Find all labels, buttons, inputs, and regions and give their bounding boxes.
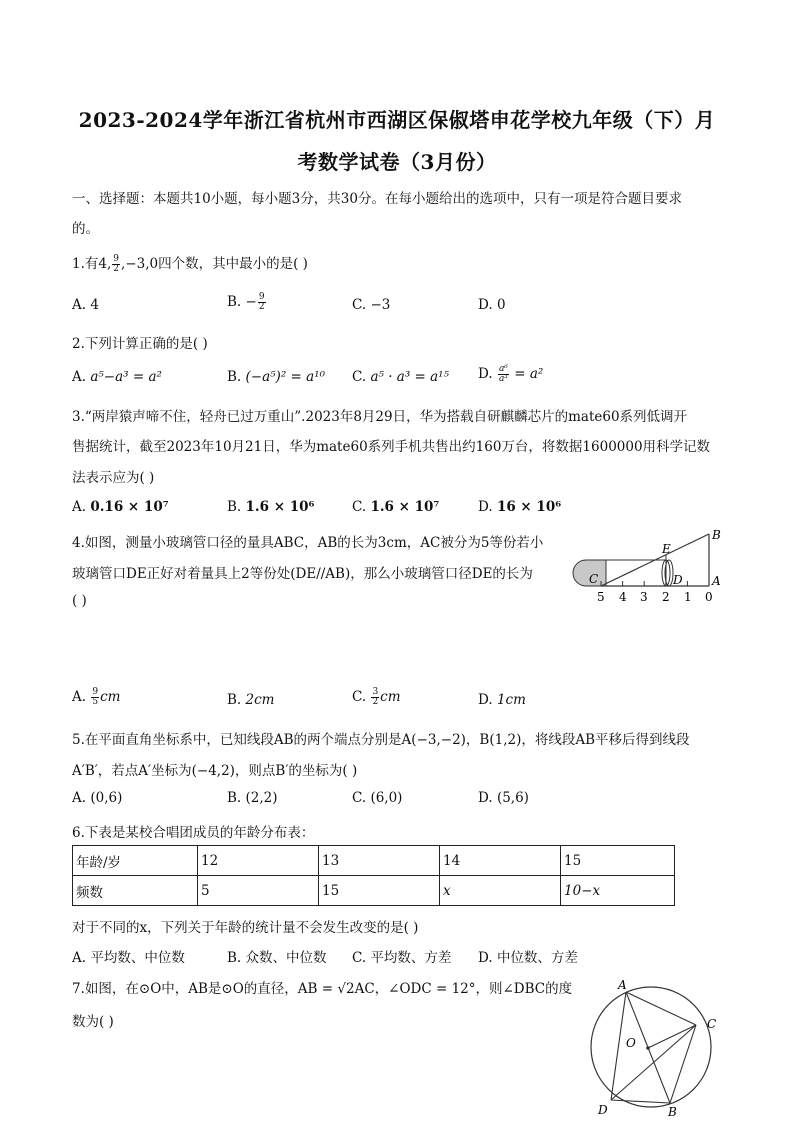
q1-option-d[interactable]: D. 0 <box>478 297 506 313</box>
q2-option-a[interactable]: A. a⁵−a³ = a² <box>72 369 162 385</box>
q3-option-d[interactable]: D. 16 × 10⁶ <box>478 499 562 515</box>
q2-stem: 2.下列计算正确的是( ) <box>72 336 208 352</box>
exam-title-line1: 2023-2024学年浙江省杭州市西湖区保俶塔申花学校九年级（下）月 <box>78 108 716 132</box>
tick-label-3: 3 <box>640 590 648 604</box>
section1-instructions: 一、选择题：本题共10小题，每小题3分，共30分。在每小题给出的选项中，只有一项是符合题目要求 <box>72 191 682 207</box>
table-row <box>73 846 675 876</box>
exam-title-line2: 考数学试卷（3月份） <box>297 150 497 174</box>
q6-option-c[interactable]: C. 平均数、方差 <box>352 950 452 966</box>
point-label-o: O <box>626 1036 636 1050</box>
q1-fraction: $\frac{9}{2}$ <box>113 254 119 274</box>
q6-option-b[interactable]: B. 众数、中位数 <box>227 950 327 966</box>
q5-stem-line1: 5.在平面直角坐标系中，已知线段AB的两个端点分别是A(−3,−2)，B(1,2)，将线段AB平移后得到线段 <box>72 732 690 748</box>
point-label-d: D <box>673 573 683 587</box>
q5-option-d[interactable]: D. (5,6) <box>478 790 529 806</box>
point-label-b: B <box>668 1105 677 1119</box>
point-label-d: D <box>598 1103 608 1117</box>
q1-option-a[interactable]: A. 4 <box>72 297 99 313</box>
q5-option-a[interactable]: A. (0,6) <box>72 790 123 806</box>
q1-option-b[interactable]: B. − $\frac{9}{2}$ <box>227 292 265 312</box>
q6-option-d[interactable]: D. 中位数、方差 <box>478 950 578 966</box>
q2-option-c[interactable]: C. a⁵ · a³ = a¹⁵ <box>352 369 449 385</box>
table-cell: 15 <box>561 846 675 876</box>
q1-stem: 1.有4, $\frac{9}{2}$ ,−3,0四个数，其中最小的是( ) <box>72 254 308 274</box>
section1-instructions-cont: 的。 <box>72 221 99 237</box>
table-cell: 5 <box>198 876 319 906</box>
q2-option-b[interactable]: B. (−a⁵)² = a¹⁰ <box>227 369 325 385</box>
tick-label-0: 0 <box>705 590 713 604</box>
point-label-c: C <box>707 1017 717 1031</box>
table-cell: 12 <box>198 846 319 876</box>
q4-option-d[interactable]: D. 1cm <box>478 692 526 708</box>
q6-option-a[interactable]: A. 平均数、中位数 <box>72 950 185 966</box>
q3-stem-line3: 法表示应为( ) <box>72 470 155 486</box>
q4-option-c[interactable]: C. $\frac{3}{2}$ cm <box>352 687 401 707</box>
q4-option-a[interactable]: A. $\frac{9}{5}$ cm <box>72 687 121 707</box>
q5-option-c[interactable]: C. (6,0) <box>352 790 403 806</box>
q4-stem-line2: 玻璃管口DE正好对着量具上2等份处(DE//AB)，那么小玻璃管口径DE的长为 <box>72 566 533 582</box>
point-label-a: A <box>618 978 627 992</box>
q6-stem: 6.下表是某校合唱团成员的年龄分布表： <box>72 825 315 841</box>
point-label-e: E <box>662 542 671 556</box>
tick-label-5: 5 <box>597 590 605 604</box>
q5-stem-line2: A′B′，若点A′坐标为(−4,2)，则点B′的坐标为( ) <box>72 763 358 779</box>
point-label-b: B <box>712 528 721 542</box>
point-label-c: C <box>589 572 599 586</box>
table-cell: 10−x <box>561 876 675 906</box>
q4-measuring-tool-figure <box>568 528 728 606</box>
q6-question: 对于不同的x，下列关于年龄的统计量不会发生改变的是( ) <box>72 920 419 936</box>
q4-option-b[interactable]: B. 2cm <box>227 692 275 708</box>
q3-stem-line2: 售据统计，截至2023年10月21日，华为mate60系列手机共售出约160万台，将数据1600000用科学记数 <box>72 439 711 455</box>
age-distribution-table <box>72 845 675 906</box>
q7-stem-line2: 数为( ) <box>72 1014 114 1030</box>
q3-option-c[interactable]: C. 1.6 × 10⁷ <box>352 499 440 515</box>
point-label-a: A <box>712 574 721 588</box>
tick-label-4: 4 <box>619 590 627 604</box>
tick-label-1: 1 <box>684 590 692 604</box>
q5-option-b[interactable]: B. (2,2) <box>227 790 278 806</box>
q3-option-b[interactable]: B. 1.6 × 10⁶ <box>227 499 315 515</box>
q4-stem-line1: 4.如图，测量小玻璃管口径的量具ABC，AB的长为3cm，AC被分为5等份若小 <box>72 535 544 551</box>
table-cell: 13 <box>319 846 440 876</box>
table-cell: 年龄/岁 <box>73 846 198 876</box>
q7-circle-figure <box>584 975 724 1120</box>
q2-option-d[interactable]: D. $\frac{\text{a⁶}}{\text{a³}}$ = a² <box>478 364 544 384</box>
table-cell: 频数 <box>73 876 198 906</box>
q3-option-a[interactable]: A. 0.16 × 10⁷ <box>72 499 169 515</box>
q4-stem-line3: ( ) <box>72 593 87 609</box>
q7-stem-line1: 7.如图，在⊙O中，AB是⊙O的直径，AB = √2AC，∠ODC = 12°，则∠DBC的度 <box>72 981 573 997</box>
table-cell: x <box>440 876 561 906</box>
table-cell: 15 <box>319 876 440 906</box>
q3-stem-line1: 3.“两岸猿声啼不住，轻舟已过万重山”.2023年8月29日，华为搭载自研麒麟芯片的mate60系列低调开 <box>72 409 688 425</box>
tick-label-2: 2 <box>662 590 670 604</box>
table-cell: 14 <box>440 846 561 876</box>
table-row <box>73 876 675 906</box>
q1-option-c[interactable]: C. −3 <box>352 297 391 313</box>
